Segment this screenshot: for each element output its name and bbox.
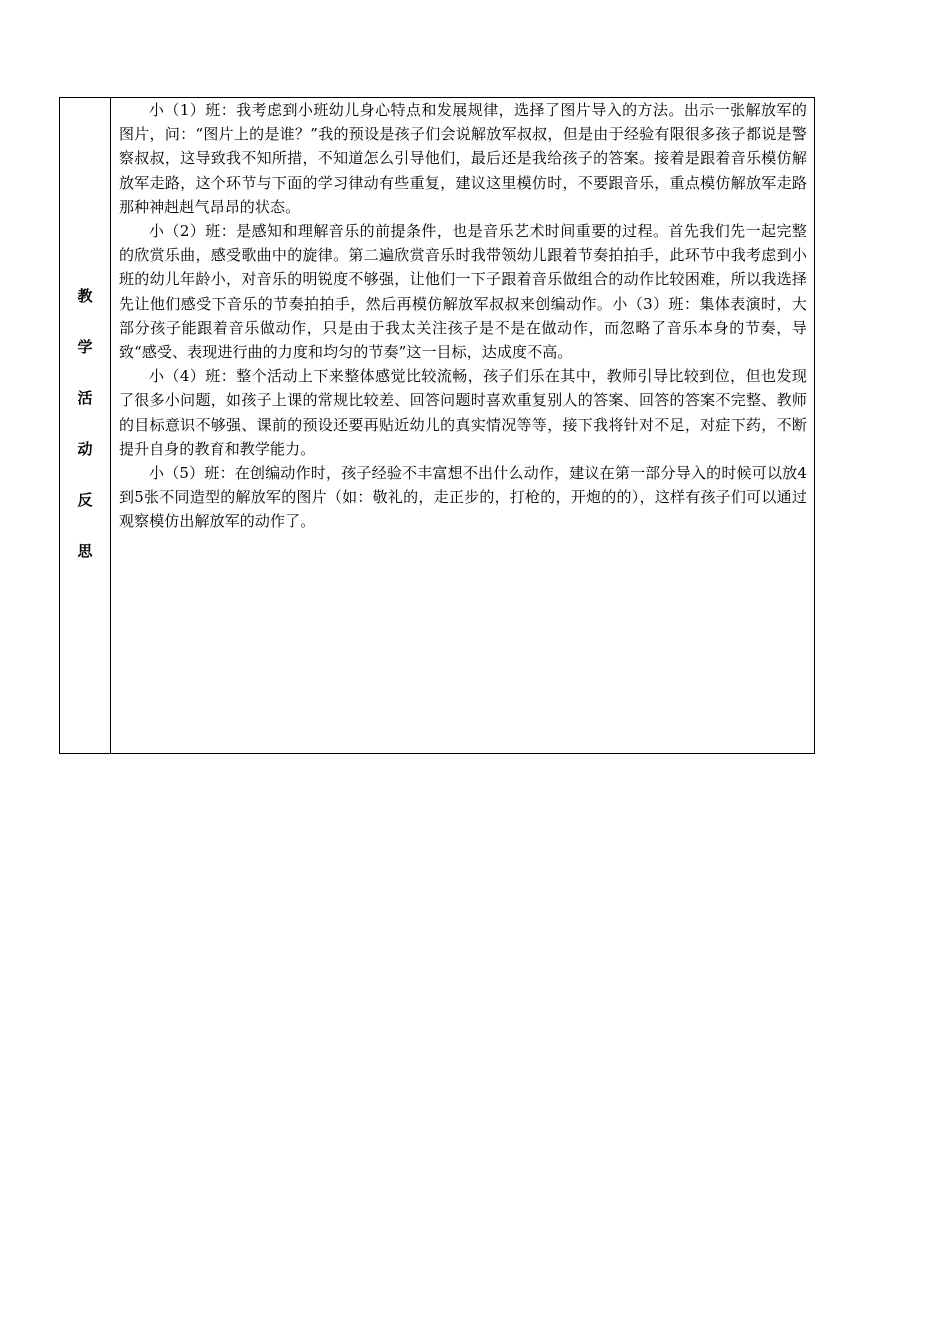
section-label-char: 思 (77, 542, 93, 560)
section-label-char: 动 (77, 440, 93, 458)
section-label-char: 活 (77, 389, 93, 407)
section-label-char: 教 (77, 287, 93, 305)
section-label-char: 反 (77, 491, 93, 509)
reflection-paragraph-class-2-3: 小（2）班：是感知和理解音乐的前提条件，也是音乐艺术时间重要的过程。首先我们先一起完整的欣赏乐曲，感受歌曲中的旋律。第二遍欣赏音乐时我带领幼儿跟着节奏拍拍手，此环节中我考虑到小班的幼儿年龄小，对音乐的明锐度不够强，让他们一下子跟着音乐做组合的动作比较困难，所以我选择先让他们感受下音乐的节奏拍拍手，然后再模仿解放军叔叔来创编动作。小（3）班：集体表演时，大部分孩子能跟着音乐做动作，只是由于我太关注孩子是不是在做动作，而忽略了音乐本身的节奏，导致“感受、表现进行曲的力度和均匀的节奏”这一目标，达成度不高。 (119, 222, 807, 362)
section-label (60, 286, 110, 592)
reflection-paragraph-class-5: 小（5）班：在创编动作时，孩子经验不丰富想不出什么动作，建议在第一部分导入的时候可以放4到5张不同造型的解放军的图片（如：敬礼的，走正步的，打枪的，开炮的的），这样有孩子们可以通过观察模仿出解放军的动作了。 (119, 464, 807, 531)
section-label-cell (60, 98, 111, 753)
section-label-char: 学 (77, 338, 93, 356)
reflection-table (59, 97, 815, 754)
reflection-content-cell (111, 98, 814, 753)
reflection-paragraph-class-1: 小（1）班：我考虑到小班幼儿身心特点和发展规律，选择了图片导入的方法。出示一张解放军的图片，问：“图片上的是谁？”我的预设是孩子们会说解放军叔叔，但是由于经验有限很多孩子都说是警察叔叔，这导致我不知所措，不知道怎么引导他们，最后还是我给孩子的答案。接着是跟着音乐模仿解放军走路，这个环节与下面的学习律动有些重复，建议这里模仿时，不要跟音乐，重点模仿解放军走路那种神赳赳气昂昂的状态。 (119, 101, 807, 216)
reflection-paragraph-class-4: 小（4）班：整个活动上下来整体感觉比较流畅，孩子们乐在其中，教师引导比较到位，但也发现了很多小问题，如孩子上课的常规比较差、回答问题时喜欢重复别人的答案、回答的答案不完整、教师的目标意识不够强、课前的预设还要再贴近幼儿的真实情况等等，接下我将针对不足，对症下药，不断提升自身的教育和教学能力。 (119, 367, 807, 458)
